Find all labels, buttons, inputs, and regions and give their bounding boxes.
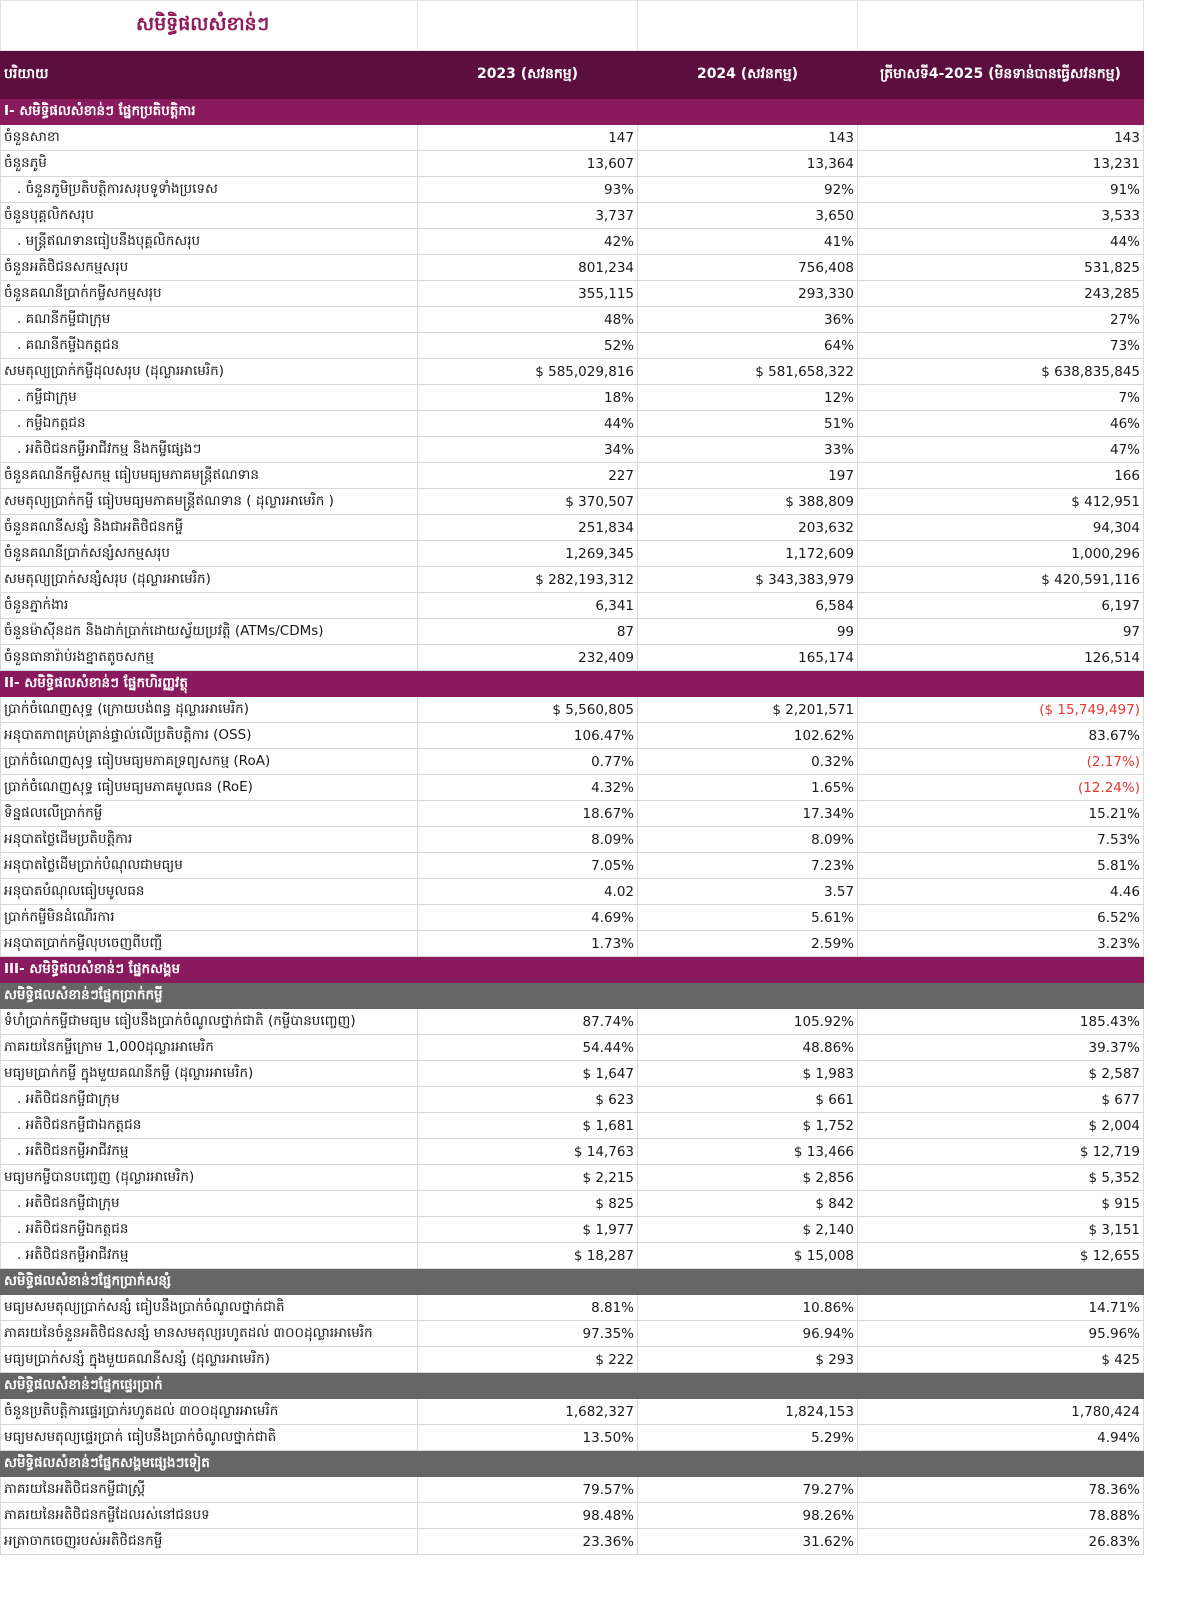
- value-cell-2024[interactable]: $ 13,466: [638, 1139, 858, 1165]
- row-label-cell[interactable]: ចំនួនគណនីកម្ចីសកម្ម ធៀបមធ្យមភាគមន្ត្រីឥណទាន: [1, 463, 418, 489]
- row-label-cell[interactable]: . អតិថិជនកម្ចីអាជីវកម្ម និងកម្ចីផ្សេងៗ: [1, 437, 418, 463]
- row-label-cell[interactable]: . អតិថិជនកម្ចីជាឯកត្តជន: [1, 1113, 418, 1139]
- table-row: [1, 697, 1144, 723]
- row-label-cell[interactable]: . មន្ត្រីឥណទានធៀបនឹងបុគ្គលិកសរុប: [1, 229, 418, 255]
- value-cell-2024[interactable]: 197: [638, 463, 858, 489]
- column-header-q4-2025[interactable]: ត្រីមាសទី4-2025 (មិនទាន់បានធ្វើសវនកម្ម): [858, 51, 1144, 99]
- row-label-cell[interactable]: អនុបាតប្រាក់កម្ចីលុបចេញពីបញ្ជី: [1, 931, 418, 957]
- value-cell-2023[interactable]: 3,737: [418, 203, 638, 229]
- value-cell-2024[interactable]: 105.92%: [638, 1009, 858, 1035]
- value-cell-2024[interactable]: 203,632: [638, 515, 858, 541]
- value-cell-q4-2025[interactable]: $ 412,951: [858, 489, 1144, 515]
- value-cell-2024[interactable]: 13,364: [638, 151, 858, 177]
- value-cell-q4-2025[interactable]: 126,514: [858, 645, 1144, 671]
- value-cell-2024[interactable]: $ 2,201,571: [638, 697, 858, 723]
- title-row: [1, 1, 1144, 51]
- value-cell-q4-2025[interactable]: 1,000,296: [858, 541, 1144, 567]
- table-row: [1, 229, 1144, 255]
- table-row: [1, 1477, 1144, 1503]
- table-row: [1, 1503, 1144, 1529]
- table-row: [1, 931, 1144, 957]
- row-label-cell[interactable]: ប្រាក់កម្ចីមិនដំណើរការ: [1, 905, 418, 931]
- value-cell-2023[interactable]: 1,269,345: [418, 541, 638, 567]
- page-title: សមិទ្ធិផលសំខាន់ៗ: [1, 1, 418, 51]
- table-row: [1, 437, 1144, 463]
- value-cell-2023[interactable]: 23.36%: [418, 1529, 638, 1555]
- value-cell-q4-2025[interactable]: 1,780,424: [858, 1399, 1144, 1425]
- table-row: [1, 489, 1144, 515]
- section-header-row: [1, 671, 1144, 697]
- value-cell-q4-2025[interactable]: 531,825: [858, 255, 1144, 281]
- value-cell-2024[interactable]: $ 842: [638, 1191, 858, 1217]
- value-cell-2024[interactable]: 2.59%: [638, 931, 858, 957]
- value-cell-2023[interactable]: $ 1,647: [418, 1061, 638, 1087]
- value-cell-q4-2025[interactable]: 91%: [858, 177, 1144, 203]
- table-row: [1, 333, 1144, 359]
- value-cell-2024[interactable]: 51%: [638, 411, 858, 437]
- value-cell-2023[interactable]: $ 2,215: [418, 1165, 638, 1191]
- section-title[interactable]: I- សមិទ្ធិផលសំខាន់ៗ ផ្នែកប្រតិបត្តិការ: [1, 99, 1144, 125]
- row-label-cell[interactable]: ចំនួនគណនីប្រាក់កម្ចីសកម្មសរុប: [1, 281, 418, 307]
- row-label-cell[interactable]: ភាគរយនៃអតិថិជនកម្ចីជាស្ត្រី: [1, 1477, 418, 1503]
- value-cell-q4-2025[interactable]: $ 12,719: [858, 1139, 1144, 1165]
- value-cell-q4-2025[interactable]: 44%: [858, 229, 1144, 255]
- table-row: [1, 593, 1144, 619]
- row-label-cell[interactable]: ប្រាក់ចំណេញសុទ្ធ ធៀបមធ្យមភាគទ្រព្យសកម្ម (RoA): [1, 749, 418, 775]
- row-label-cell[interactable]: ចំនួនធានារ៉ាប់រងខ្នាតតូចសកម្ម: [1, 645, 418, 671]
- value-cell-2024[interactable]: $ 293: [638, 1347, 858, 1373]
- value-cell-2024[interactable]: $ 343,383,979: [638, 567, 858, 593]
- value-cell-2023[interactable]: $ 5,560,805: [418, 697, 638, 723]
- value-cell-q4-2025[interactable]: 78.36%: [858, 1477, 1144, 1503]
- table-row: [1, 1425, 1144, 1451]
- value-cell-q4-2025[interactable]: 46%: [858, 411, 1144, 437]
- row-label-cell[interactable]: . អតិថិជនកម្ចីអាជីវកម្ម: [1, 1139, 418, 1165]
- row-label-cell[interactable]: សមតុល្យប្រាក់កម្ចី ធៀបមធ្យមភាគមន្ត្រីឥណទាន ( ដុល្លារអាមេរិក ): [1, 489, 418, 515]
- value-cell-2024[interactable]: $ 388,809: [638, 489, 858, 515]
- row-label-cell[interactable]: ចំនួនអតិថិជនសកម្មសរុប: [1, 255, 418, 281]
- value-cell-2023[interactable]: 1,682,327: [418, 1399, 638, 1425]
- row-label-cell[interactable]: អនុបាតបំណុលធៀបមូលធន: [1, 879, 418, 905]
- value-cell-q4-2025[interactable]: 13,231: [858, 151, 1144, 177]
- table-row: [1, 1321, 1144, 1347]
- value-cell-q4-2025[interactable]: 95.96%: [858, 1321, 1144, 1347]
- table-row: [1, 775, 1144, 801]
- value-cell-2023[interactable]: $ 222: [418, 1347, 638, 1373]
- value-cell-q4-2025[interactable]: 6.52%: [858, 905, 1144, 931]
- table-row: [1, 749, 1144, 775]
- column-header-2023[interactable]: 2023 (សវនកម្ម): [418, 51, 638, 99]
- value-cell-q4-2025[interactable]: 73%: [858, 333, 1144, 359]
- value-cell-2023[interactable]: $ 370,507: [418, 489, 638, 515]
- empty-cell[interactable]: [858, 1, 1144, 51]
- row-label-cell[interactable]: . អតិថិជនកម្ចីអាជីវកម្ម: [1, 1243, 418, 1269]
- row-label-cell[interactable]: អនុបាតភាពគ្រប់គ្រាន់ផ្ទាល់លើប្រតិបត្តិការ (OSS): [1, 723, 418, 749]
- value-cell-2023[interactable]: 147: [418, 125, 638, 151]
- row-label-cell[interactable]: ប្រាក់ចំណេញសុទ្ធ (ក្រោយបង់ពន្ធ ដុល្លារអាមេរិក): [1, 697, 418, 723]
- column-header-description[interactable]: បរិយាយ: [1, 51, 418, 99]
- value-cell-2023[interactable]: 801,234: [418, 255, 638, 281]
- value-cell-q4-2025[interactable]: 6,197: [858, 593, 1144, 619]
- row-label-cell[interactable]: ចំនួនភ្នាក់ងារ: [1, 593, 418, 619]
- table-row: [1, 1087, 1144, 1113]
- row-label-cell[interactable]: អនុបាតថ្លៃដើមប្រាក់បំណុលជាមធ្យម: [1, 853, 418, 879]
- value-cell-2024[interactable]: $ 581,658,322: [638, 359, 858, 385]
- value-cell-2024[interactable]: 33%: [638, 437, 858, 463]
- value-cell-2023[interactable]: 54.44%: [418, 1035, 638, 1061]
- header-row: [1, 51, 1144, 99]
- table-row: [1, 1191, 1144, 1217]
- row-label-cell[interactable]: ចំនួនភូមិ: [1, 151, 418, 177]
- value-cell-2023[interactable]: 251,834: [418, 515, 638, 541]
- table-row: [1, 385, 1144, 411]
- section-title[interactable]: III- សមិទ្ធិផលសំខាន់ៗ ផ្នែកសង្គម: [1, 957, 1144, 983]
- row-label-cell[interactable]: មធ្យមប្រាក់កម្ចី ក្នុងមួយគណនីកម្ចី (ដុល្លារអាមេរិក): [1, 1061, 418, 1087]
- row-label-cell[interactable]: មធ្យមកម្ចីបានបញ្ចេញ (ដុល្លារអាមេរិក): [1, 1165, 418, 1191]
- subsection-title[interactable]: សមិទ្ធិផលសំខាន់ៗផ្នែកប្រាក់សន្សំ: [1, 1269, 1144, 1295]
- value-cell-2023[interactable]: 4.02: [418, 879, 638, 905]
- value-cell-q4-2025[interactable]: $ 425: [858, 1347, 1144, 1373]
- value-cell-q4-2025[interactable]: 7%: [858, 385, 1144, 411]
- value-cell-2023[interactable]: $ 1,681: [418, 1113, 638, 1139]
- row-label-cell[interactable]: ចំនួនសាខា: [1, 125, 418, 151]
- row-label-cell[interactable]: មធ្យមសមតុល្យផ្ទេរប្រាក់ ធៀបនឹងប្រាក់ចំណូលថ្នាក់ជាតិ: [1, 1425, 418, 1451]
- table-row: [1, 255, 1144, 281]
- table-row: [1, 411, 1144, 437]
- value-cell-2024[interactable]: 8.09%: [638, 827, 858, 853]
- value-cell-q4-2025[interactable]: (12.24%): [858, 775, 1144, 801]
- value-cell-2023[interactable]: 98.48%: [418, 1503, 638, 1529]
- value-cell-2023[interactable]: 79.57%: [418, 1477, 638, 1503]
- row-label-cell[interactable]: ចំនួនបុគ្គលិកសរុប: [1, 203, 418, 229]
- value-cell-2023[interactable]: 8.81%: [418, 1295, 638, 1321]
- value-cell-2023[interactable]: 13.50%: [418, 1425, 638, 1451]
- value-cell-2024[interactable]: 36%: [638, 307, 858, 333]
- table-row: [1, 645, 1144, 671]
- value-cell-2023[interactable]: 355,115: [418, 281, 638, 307]
- row-label-cell[interactable]: . អតិថិជនកម្ចីឯកត្តជន: [1, 1217, 418, 1243]
- row-label-cell[interactable]: . គណនីកម្ចីឯកត្តជន: [1, 333, 418, 359]
- row-label-cell[interactable]: ចំនួនគណនីសន្សំ និងជាអតិថិជនកម្ចី: [1, 515, 418, 541]
- value-cell-q4-2025[interactable]: 97: [858, 619, 1144, 645]
- value-cell-q4-2025[interactable]: 4.94%: [858, 1425, 1144, 1451]
- table-row: [1, 1529, 1144, 1555]
- table-row: [1, 281, 1144, 307]
- row-label-cell[interactable]: . អតិថិជនកម្ចីជាក្រុម: [1, 1191, 418, 1217]
- value-cell-2023[interactable]: 7.05%: [418, 853, 638, 879]
- row-label-cell[interactable]: សមតុល្យប្រាក់កម្ចីដុលសរុប (ដុល្លារអាមេរិក): [1, 359, 418, 385]
- row-label-cell[interactable]: . កម្ចីឯកត្តជន: [1, 411, 418, 437]
- table-row: [1, 1295, 1144, 1321]
- value-cell-2024[interactable]: 79.27%: [638, 1477, 858, 1503]
- value-cell-2023[interactable]: 13,607: [418, 151, 638, 177]
- value-cell-2024[interactable]: 64%: [638, 333, 858, 359]
- table-row: [1, 905, 1144, 931]
- empty-cell[interactable]: [638, 1, 858, 51]
- value-cell-q4-2025[interactable]: 26.83%: [858, 1529, 1144, 1555]
- section-header-row: [1, 957, 1144, 983]
- value-cell-2023[interactable]: 1.73%: [418, 931, 638, 957]
- row-label-cell[interactable]: សមតុល្យប្រាក់សន្សំសរុប (ដុល្លារអាមេរិក): [1, 567, 418, 593]
- value-cell-2023[interactable]: 44%: [418, 411, 638, 437]
- value-cell-2023[interactable]: $ 18,287: [418, 1243, 638, 1269]
- table-row: [1, 879, 1144, 905]
- value-cell-2024[interactable]: 6,584: [638, 593, 858, 619]
- value-cell-2023[interactable]: 87: [418, 619, 638, 645]
- table-row: [1, 1061, 1144, 1087]
- value-cell-2024[interactable]: 99: [638, 619, 858, 645]
- value-cell-2023[interactable]: 0.77%: [418, 749, 638, 775]
- row-label-cell[interactable]: ទិន្នផលលើប្រាក់កម្ចី: [1, 801, 418, 827]
- value-cell-2023[interactable]: 232,409: [418, 645, 638, 671]
- value-cell-q4-2025[interactable]: 94,304: [858, 515, 1144, 541]
- value-cell-q4-2025[interactable]: $ 420,591,116: [858, 567, 1144, 593]
- subsection-title[interactable]: សមិទ្ធិផលសំខាន់ៗផ្នែកផ្ទេរប្រាក់: [1, 1373, 1144, 1399]
- table-row: [1, 1347, 1144, 1373]
- value-cell-2023[interactable]: 106.47%: [418, 723, 638, 749]
- value-cell-q4-2025[interactable]: 14.71%: [858, 1295, 1144, 1321]
- value-cell-q4-2025[interactable]: $ 5,352: [858, 1165, 1144, 1191]
- table-row: [1, 1113, 1144, 1139]
- value-cell-q4-2025[interactable]: $ 2,587: [858, 1061, 1144, 1087]
- subsection-header-row: [1, 983, 1144, 1009]
- subsection-header-row: [1, 1269, 1144, 1295]
- table-row: [1, 1139, 1144, 1165]
- value-cell-q4-2025[interactable]: 83.67%: [858, 723, 1144, 749]
- value-cell-q4-2025[interactable]: ($ 15,749,497): [858, 697, 1144, 723]
- value-cell-2024[interactable]: 1.65%: [638, 775, 858, 801]
- table-row: [1, 1243, 1144, 1269]
- table-row: [1, 515, 1144, 541]
- value-cell-q4-2025[interactable]: 78.88%: [858, 1503, 1144, 1529]
- table-row: [1, 177, 1144, 203]
- row-label-cell[interactable]: . គណនីកម្ចីជាក្រុម: [1, 307, 418, 333]
- value-cell-2023[interactable]: 87.74%: [418, 1009, 638, 1035]
- value-cell-q4-2025[interactable]: (2.17%): [858, 749, 1144, 775]
- table-row: [1, 567, 1144, 593]
- table-row: [1, 541, 1144, 567]
- row-label-cell[interactable]: . អតិថិជនកម្ចីជាក្រុម: [1, 1087, 418, 1113]
- value-cell-2023[interactable]: $ 14,763: [418, 1139, 638, 1165]
- value-cell-2024[interactable]: 31.62%: [638, 1529, 858, 1555]
- table-row: [1, 1035, 1144, 1061]
- value-cell-q4-2025[interactable]: $ 2,004: [858, 1113, 1144, 1139]
- value-cell-2024[interactable]: 1,824,153: [638, 1399, 858, 1425]
- value-cell-q4-2025[interactable]: 166: [858, 463, 1144, 489]
- value-cell-2024[interactable]: 3.57: [638, 879, 858, 905]
- value-cell-2023[interactable]: 34%: [418, 437, 638, 463]
- value-cell-2024[interactable]: $ 2,856: [638, 1165, 858, 1191]
- value-cell-q4-2025[interactable]: 185.43%: [858, 1009, 1144, 1035]
- value-cell-2024[interactable]: 143: [638, 125, 858, 151]
- value-cell-2024[interactable]: $ 661: [638, 1087, 858, 1113]
- row-label-cell[interactable]: ចំនួនម៉ាស៊ីនដក និងដាក់ប្រាក់ដោយស្វ័យប្រវត្តិ (ATMs/CDMs): [1, 619, 418, 645]
- table-row: [1, 801, 1144, 827]
- section-header-row: [1, 99, 1144, 125]
- value-cell-q4-2025[interactable]: 3,533: [858, 203, 1144, 229]
- row-label-cell[interactable]: ចំនួនប្រតិបត្តិការផ្ទេរប្រាក់រហូតដល់ ៣០០ដុល្លារអាមេរិក: [1, 1399, 418, 1425]
- value-cell-2023[interactable]: 18.67%: [418, 801, 638, 827]
- value-cell-q4-2025[interactable]: 4.46: [858, 879, 1144, 905]
- value-cell-2024[interactable]: 98.26%: [638, 1503, 858, 1529]
- table-row: [1, 359, 1144, 385]
- subsection-header-row: [1, 1451, 1144, 1477]
- value-cell-2023[interactable]: $ 282,193,312: [418, 567, 638, 593]
- value-cell-2023[interactable]: $ 585,029,816: [418, 359, 638, 385]
- row-label-cell[interactable]: ចំនួនគណនីប្រាក់សន្សំសកម្មសរុប: [1, 541, 418, 567]
- value-cell-2023[interactable]: 97.35%: [418, 1321, 638, 1347]
- row-label-cell[interactable]: . ចំនួនភូមិប្រតិបត្តិការសរុបទូទាំងប្រទេស: [1, 177, 418, 203]
- empty-cell[interactable]: [418, 1, 638, 51]
- subsection-header-row: [1, 1373, 1144, 1399]
- value-cell-q4-2025[interactable]: $ 638,835,845: [858, 359, 1144, 385]
- value-cell-2024[interactable]: $ 2,140: [638, 1217, 858, 1243]
- table-row: [1, 307, 1144, 333]
- value-cell-2024[interactable]: 3,650: [638, 203, 858, 229]
- value-cell-2024[interactable]: $ 1,752: [638, 1113, 858, 1139]
- value-cell-q4-2025[interactable]: 27%: [858, 307, 1144, 333]
- table-row: [1, 1009, 1144, 1035]
- value-cell-2024[interactable]: 165,174: [638, 645, 858, 671]
- section-title[interactable]: II- សមិទ្ធិផលសំខាន់ៗ ផ្នែកហិរញ្ញវត្ថុ: [1, 671, 1144, 697]
- table-row: [1, 853, 1144, 879]
- value-cell-2024[interactable]: 5.29%: [638, 1425, 858, 1451]
- value-cell-q4-2025[interactable]: $ 3,151: [858, 1217, 1144, 1243]
- table-row: [1, 619, 1144, 645]
- value-cell-2023[interactable]: 18%: [418, 385, 638, 411]
- value-cell-2023[interactable]: 6,341: [418, 593, 638, 619]
- value-cell-q4-2025[interactable]: 143: [858, 125, 1144, 151]
- subsection-title[interactable]: សមិទ្ធិផលសំខាន់ៗផ្នែកសង្គមផ្សេងៗទៀត: [1, 1451, 1144, 1477]
- value-cell-q4-2025[interactable]: $ 12,655: [858, 1243, 1144, 1269]
- value-cell-q4-2025[interactable]: 47%: [858, 437, 1144, 463]
- row-label-cell[interactable]: ភាគរយនៃចំនួនអតិថិជនសន្សំ មានសមតុល្យរហូតដល់ ៣០០ដុល្លារអាមេរិក: [1, 1321, 418, 1347]
- row-label-cell[interactable]: អត្រាចាកចេញរបស់អតិថិជនកម្ចី: [1, 1529, 418, 1555]
- value-cell-2024[interactable]: $ 1,983: [638, 1061, 858, 1087]
- value-cell-2024[interactable]: 102.62%: [638, 723, 858, 749]
- row-label-cell[interactable]: អនុបាតថ្លៃដើមប្រតិបត្តិការ: [1, 827, 418, 853]
- value-cell-2023[interactable]: 42%: [418, 229, 638, 255]
- table-row: [1, 463, 1144, 489]
- value-cell-2023[interactable]: 227: [418, 463, 638, 489]
- value-cell-2023[interactable]: 8.09%: [418, 827, 638, 853]
- row-label-cell[interactable]: . កម្ចីជាក្រុម: [1, 385, 418, 411]
- table-row: [1, 125, 1144, 151]
- value-cell-2023[interactable]: $ 825: [418, 1191, 638, 1217]
- value-cell-2024[interactable]: 12%: [638, 385, 858, 411]
- value-cell-2023[interactable]: 93%: [418, 177, 638, 203]
- table-row: [1, 1165, 1144, 1191]
- table-row: [1, 827, 1144, 853]
- value-cell-2023[interactable]: 4.69%: [418, 905, 638, 931]
- value-cell-q4-2025[interactable]: 7.53%: [858, 827, 1144, 853]
- row-label-cell[interactable]: ភាគរយនៃអតិថិជនកម្ចីដែលរស់នៅជនបទ: [1, 1503, 418, 1529]
- table-row: [1, 203, 1144, 229]
- value-cell-2024[interactable]: 10.86%: [638, 1295, 858, 1321]
- value-cell-2024[interactable]: 41%: [638, 229, 858, 255]
- row-label-cell[interactable]: ភាគរយនៃកម្ចីក្រោម 1,000ដុល្លារអាមេរិក: [1, 1035, 418, 1061]
- value-cell-2024[interactable]: 293,330: [638, 281, 858, 307]
- value-cell-2023[interactable]: 52%: [418, 333, 638, 359]
- row-label-cell[interactable]: ប្រាក់ចំណេញសុទ្ធ ធៀបមធ្យមភាគមូលធន (RoE): [1, 775, 418, 801]
- row-label-cell[interactable]: ទំហំប្រាក់កម្ចីជាមធ្យម ធៀបនឹងប្រាក់ចំណូលថ្នាក់ជាតិ (កម្ចីបានបញ្ចេញ): [1, 1009, 418, 1035]
- value-cell-q4-2025[interactable]: 3.23%: [858, 931, 1144, 957]
- value-cell-2024[interactable]: 1,172,609: [638, 541, 858, 567]
- value-cell-2023[interactable]: 4.32%: [418, 775, 638, 801]
- column-header-2024[interactable]: 2024 (សវនកម្ម): [638, 51, 858, 99]
- value-cell-2024[interactable]: 7.23%: [638, 853, 858, 879]
- table-row: [1, 1399, 1144, 1425]
- value-cell-2024[interactable]: 5.61%: [638, 905, 858, 931]
- table-row: [1, 1217, 1144, 1243]
- value-cell-q4-2025[interactable]: 243,285: [858, 281, 1144, 307]
- value-cell-q4-2025[interactable]: $ 677: [858, 1087, 1144, 1113]
- value-cell-q4-2025[interactable]: 5.81%: [858, 853, 1144, 879]
- value-cell-2023[interactable]: 48%: [418, 307, 638, 333]
- value-cell-q4-2025[interactable]: 15.21%: [858, 801, 1144, 827]
- value-cell-2024[interactable]: 0.32%: [638, 749, 858, 775]
- value-cell-2024[interactable]: 756,408: [638, 255, 858, 281]
- subsection-title[interactable]: សមិទ្ធិផលសំខាន់ៗផ្នែកប្រាក់កម្ចី: [1, 983, 1144, 1009]
- row-label-cell[interactable]: មធ្យមសមតុល្យប្រាក់សន្សំ ធៀបនឹងប្រាក់ចំណូលថ្នាក់ជាតិ: [1, 1295, 418, 1321]
- table-row: [1, 723, 1144, 749]
- value-cell-2024[interactable]: 96.94%: [638, 1321, 858, 1347]
- row-label-cell[interactable]: មធ្យមប្រាក់សន្សំ ក្នុងមួយគណនីសន្សំ (ដុល្លារអាមេរិក): [1, 1347, 418, 1373]
- value-cell-2023[interactable]: $ 623: [418, 1087, 638, 1113]
- value-cell-q4-2025[interactable]: $ 915: [858, 1191, 1144, 1217]
- value-cell-2024[interactable]: 48.86%: [638, 1035, 858, 1061]
- value-cell-2024[interactable]: $ 15,008: [638, 1243, 858, 1269]
- value-cell-2024[interactable]: 92%: [638, 177, 858, 203]
- value-cell-2023[interactable]: $ 1,977: [418, 1217, 638, 1243]
- value-cell-2024[interactable]: 17.34%: [638, 801, 858, 827]
- value-cell-q4-2025[interactable]: 39.37%: [858, 1035, 1144, 1061]
- table-row: [1, 151, 1144, 177]
